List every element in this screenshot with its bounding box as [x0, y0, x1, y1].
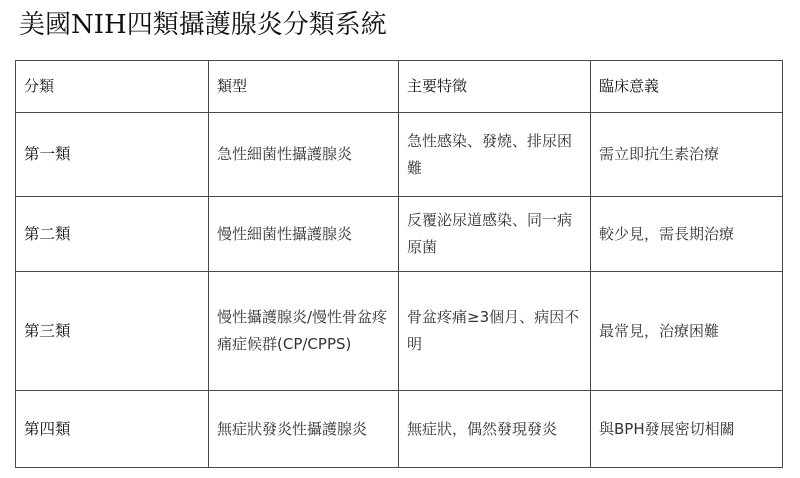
header-category: 分類 — [16, 61, 209, 113]
features-cell: 急性感染、發燒、排尿困難 — [399, 113, 591, 197]
significance-cell: 最常見，治療困難 — [591, 272, 783, 391]
significance-cell: 較少見，需長期治療 — [591, 197, 783, 272]
type-cell: 慢性細菌性攝護腺炎 — [209, 197, 399, 272]
type-cell: 急性細菌性攝護腺炎 — [209, 113, 399, 197]
table-row — [16, 113, 783, 197]
category-cell: 第二類 — [16, 197, 209, 272]
category-cell: 第三類 — [16, 272, 209, 391]
table-row — [16, 391, 783, 468]
classification-table — [15, 60, 783, 468]
category-cell: 第四類 — [16, 391, 209, 468]
header-type: 類型 — [209, 61, 399, 113]
significance-cell: 與BPH發展密切相關 — [591, 391, 783, 468]
significance-cell: 需立即抗生素治療 — [591, 113, 783, 197]
table-row — [16, 272, 783, 391]
table-row — [16, 197, 783, 272]
type-cell: 慢性攝護腺炎/慢性骨盆疼痛症候群(CP/CPPS) — [209, 272, 399, 391]
header-features: 主要特徵 — [399, 61, 591, 113]
table-header-row — [16, 61, 783, 113]
features-cell: 無症狀，偶然發現發炎 — [399, 391, 591, 468]
features-cell: 反覆泌尿道感染、同一病原菌 — [399, 197, 591, 272]
type-cell: 無症狀發炎性攝護腺炎 — [209, 391, 399, 468]
features-cell: 骨盆疼痛≥3個月、病因不明 — [399, 272, 591, 391]
category-cell: 第一類 — [16, 113, 209, 197]
header-significance: 臨床意義 — [591, 61, 783, 113]
page-title: 美國NIH四類攝護腺炎分類系統 — [19, 10, 387, 40]
